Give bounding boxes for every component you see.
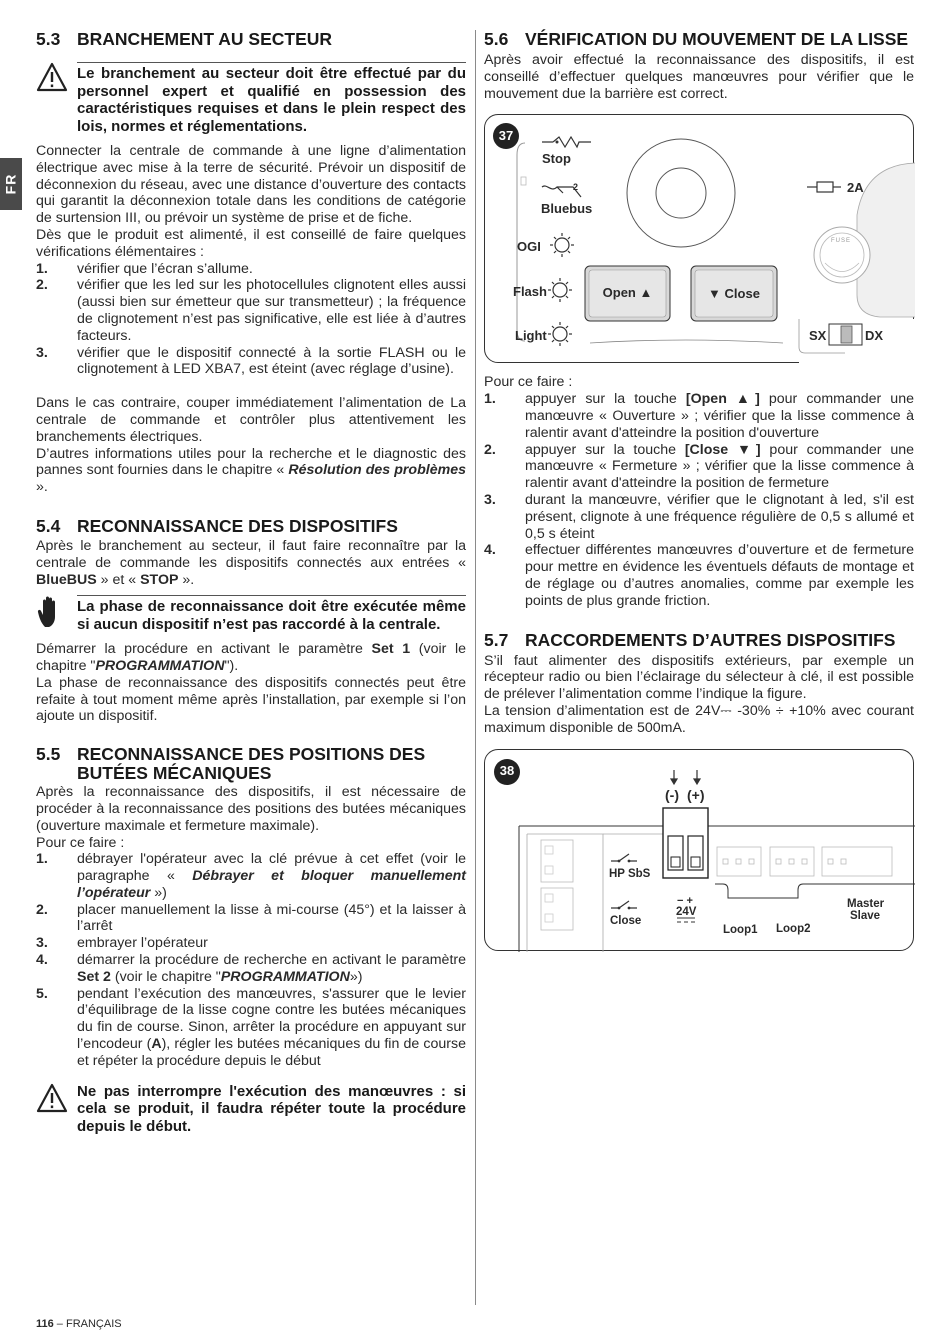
list-item: 1. débrayer l'opérateur avec la clé prévue à cet effet (voir le paragraphe « Débrayer et bloquer manuellement l’opérateur »)	[36, 851, 466, 901]
list-item: 2. placer manuellement la lisse à mi-course (45°) et la laisser à l’arrêt	[36, 901, 466, 935]
caution-box	[36, 595, 466, 634]
polarity-label: − +	[677, 894, 693, 907]
warning-icon	[36, 1083, 77, 1118]
steps-list	[36, 261, 466, 379]
open-button: Open ▲	[602, 285, 653, 301]
list-item: 4. démarrer la procédure de recherche en activant le paramètre Set 2 (voir le chapitre "PROGRAMMATION»)	[36, 952, 466, 985]
flash-label: Flash	[513, 284, 547, 300]
bluebus-sup: 2	[573, 182, 579, 193]
paragraph: La phase de reconnaissance des dispositifs connectés peut être refaite à tout moment même après l’installation, par exemple si l’on ajoute un dispositif.	[36, 674, 466, 725]
paragraph: Pour ce faire :	[484, 374, 573, 391]
paragraph: S’il faut alimenter des dispositifs extérieurs, par exemple un récepteur radio ou bien l’éclairage du sélecteur à clé, il est possible de prélever l’alimentation comme l’indique la figure.	[484, 652, 914, 703]
dx-label: DX	[865, 328, 884, 344]
footer-language: FRANÇAIS	[65, 1318, 122, 1330]
hp-sbs-label: HP SbS	[609, 867, 651, 880]
warning-icon	[36, 62, 77, 97]
paragraph: D’autres informations utiles pour la recherche et le diagnostic des pannes sont fournies dans le chapitre « Résolution des problèmes ».	[36, 445, 466, 496]
ogi-label: OGI	[517, 239, 541, 255]
page-footer: 116 – FRANÇAIS	[36, 1318, 122, 1330]
figure-37	[484, 114, 914, 363]
bluebus-label: Bluebus	[541, 201, 593, 217]
steps-list	[484, 391, 914, 609]
fuse-rating-label: 2A	[847, 180, 864, 196]
section-5-3-heading: 5.3 BRANCHEMENT AU SECTEUR	[36, 29, 333, 49]
paragraph: Après avoir effectué la reconnaissance des dispositifs, il est conseillé d’effectuer quelques manœuvres pour vérifier que le mouvement due la barrière est correct.	[484, 52, 914, 102]
paragraph: Démarrer la procédure en activant le paramètre Set 1 (voir le chapitre "PROGRAMMATION").	[36, 641, 467, 674]
section-5-6-heading: 5.6 VÉRIFICATION DU MOUVEMENT DE LA LISSE	[484, 29, 909, 49]
loop2-label: Loop2	[776, 922, 811, 935]
voltage-label: 24V	[676, 905, 697, 918]
steps-list	[36, 851, 466, 1069]
left-column	[36, 30, 466, 1135]
section-5-5-heading: 5.5 RECONNAISSANCE DES POSITIONS DES BUTÉES MÉCANIQUES	[36, 744, 426, 784]
master-label: Master	[847, 897, 885, 910]
warning-text: Ne pas interrompre l'exécution des manœuvres : si cela se produit, il faudra répéter toute la procédure depuis le début.	[77, 1082, 466, 1135]
hand-stop-icon	[36, 595, 77, 634]
list-item: 3. vérifier que le dispositif connecté à la sortie FLASH ou le clignotement à LED XBA7, est éteint (avec réglage d’usine).	[36, 344, 466, 378]
list-item: 3. embrayer l’opérateur	[36, 935, 208, 952]
close-label: Close	[610, 914, 642, 927]
paragraph: Après la reconnaissance des dispositifs, il est nécessaire de procéder à la reconnaissance des positions des butées mécaniques (ouverture maximale et fermeture maximale).	[36, 784, 466, 834]
section-5-7-heading: 5.7 RACCORDEMENTS D’AUTRES DISPOSITIFS	[484, 629, 896, 650]
paragraph: Dès que le produit est alimenté, il est conseillé de faire quelques vérifications élémentaires :	[36, 226, 466, 260]
paragraph: Pour ce faire :	[36, 834, 125, 851]
close-button: ▼ Close	[708, 286, 760, 302]
list-item: 2. appuyer sur la touche [Close ▼] pour commander une manœuvre « Fermeture » ; vérifier que la lisse commence à ralentir avant d'atteindre la position de fermeture	[484, 441, 914, 492]
list-item: 5. pendant l’exécution des manœuvres, s'assurer que le levier d’équilibrage de la lisse cogne contre les butées mécaniques du fin de course. Sinon, arrêter la procédure en appuyant sur l’encodeur (A), régler les butées mécaniques du fin de course et répéter la procédure depuis le début	[36, 985, 466, 1069]
paragraph: La tension d’alimentation est de 24V⎓ -30% ÷ +10% avec courant maximum disponible de 500mA.	[484, 702, 914, 736]
language-tab-label: FR	[2, 173, 19, 195]
list-item: 1. appuyer sur la touche [Open ▲] pour commander une manœuvre « Ouverture » ; vérifier que la lisse commence à ralentir avant d'atteindre la position d'ouverture	[484, 391, 914, 441]
warning-box	[36, 62, 466, 135]
warning-text: Le branchement au secteur doit être effectué par du personnel expert et qualifié en possession des caractéristiques requises et dans le plein respect des lois, normes et réglementations.	[77, 62, 466, 135]
light-label: Light	[515, 328, 547, 344]
figure-number-badge: 37	[493, 123, 519, 149]
sx-label: SX	[809, 328, 827, 344]
plus-terminal-label: (+)	[687, 786, 705, 803]
fuse-label: FUSE	[831, 238, 852, 245]
list-item: 4. effectuer différentes manœuvres d’ouverture et de fermeture pour mettre en évidence les éventuels défauts de montage et de réglage ou d’autres anomalies, comme par exemple les points de plus grande friction.	[484, 542, 914, 609]
paragraph: Dans le cas contraire, couper immédiatement l’alimentation de La centrale de commande et contrôler plus attentivement les branchements électriques.	[36, 395, 466, 445]
paragraph: Après le branchement au secteur, il faut faire reconnaître par la centrale de commande les dispositifs connectés aux entrées « BlueBUS » et « STOP ».	[36, 537, 466, 588]
list-item: 1. vérifier que l’écran s’allume.	[36, 260, 253, 277]
minus-terminal-label: (-)	[665, 786, 679, 803]
slave-label: Slave	[850, 909, 881, 922]
section-5-4-heading: 5.4 RECONNAISSANCE DES DISPOSITIFS	[36, 515, 398, 536]
caution-text: La phase de reconnaissance doit être exécutée même si aucun dispositif n’est pas raccordé à la centrale.	[77, 595, 466, 633]
warning-box	[36, 1083, 466, 1136]
figure-38	[484, 749, 914, 951]
stop-label: Stop	[542, 151, 571, 167]
list-item: 3. durant la manœuvre, vérifier que le clignotant à led, s'il est présent, clignote à une fréquence régulière de 0,5 s allumé et 0,5 s éteint	[484, 491, 914, 542]
loop1-label: Loop1	[723, 923, 758, 936]
page-number: 116	[36, 1318, 54, 1330]
column-divider	[475, 30, 476, 1305]
right-column	[484, 30, 914, 951]
language-tab	[0, 158, 22, 210]
list-item: 2. vérifier que les led sur les photocellules clignotent elles aussi (aussi bien sur émetteur que sur transmetteur) ; la fréquence de clignotement n’est pas significative, elle est liée à d’autres facteurs.	[36, 277, 466, 344]
paragraph: Connecter la centrale de commande à une ligne d’alimentation électrique avec mise à la terre de sécurité. Prévoir un dispositif de déconnexion du réseau, avec une distance d’ouverture des contacts qui garantit la déconnexion totale dans les conditions de catégorie de surtension III, ou prévoir un système de prise et de fiche.	[36, 143, 466, 227]
figure-number-badge: 38	[494, 759, 520, 785]
